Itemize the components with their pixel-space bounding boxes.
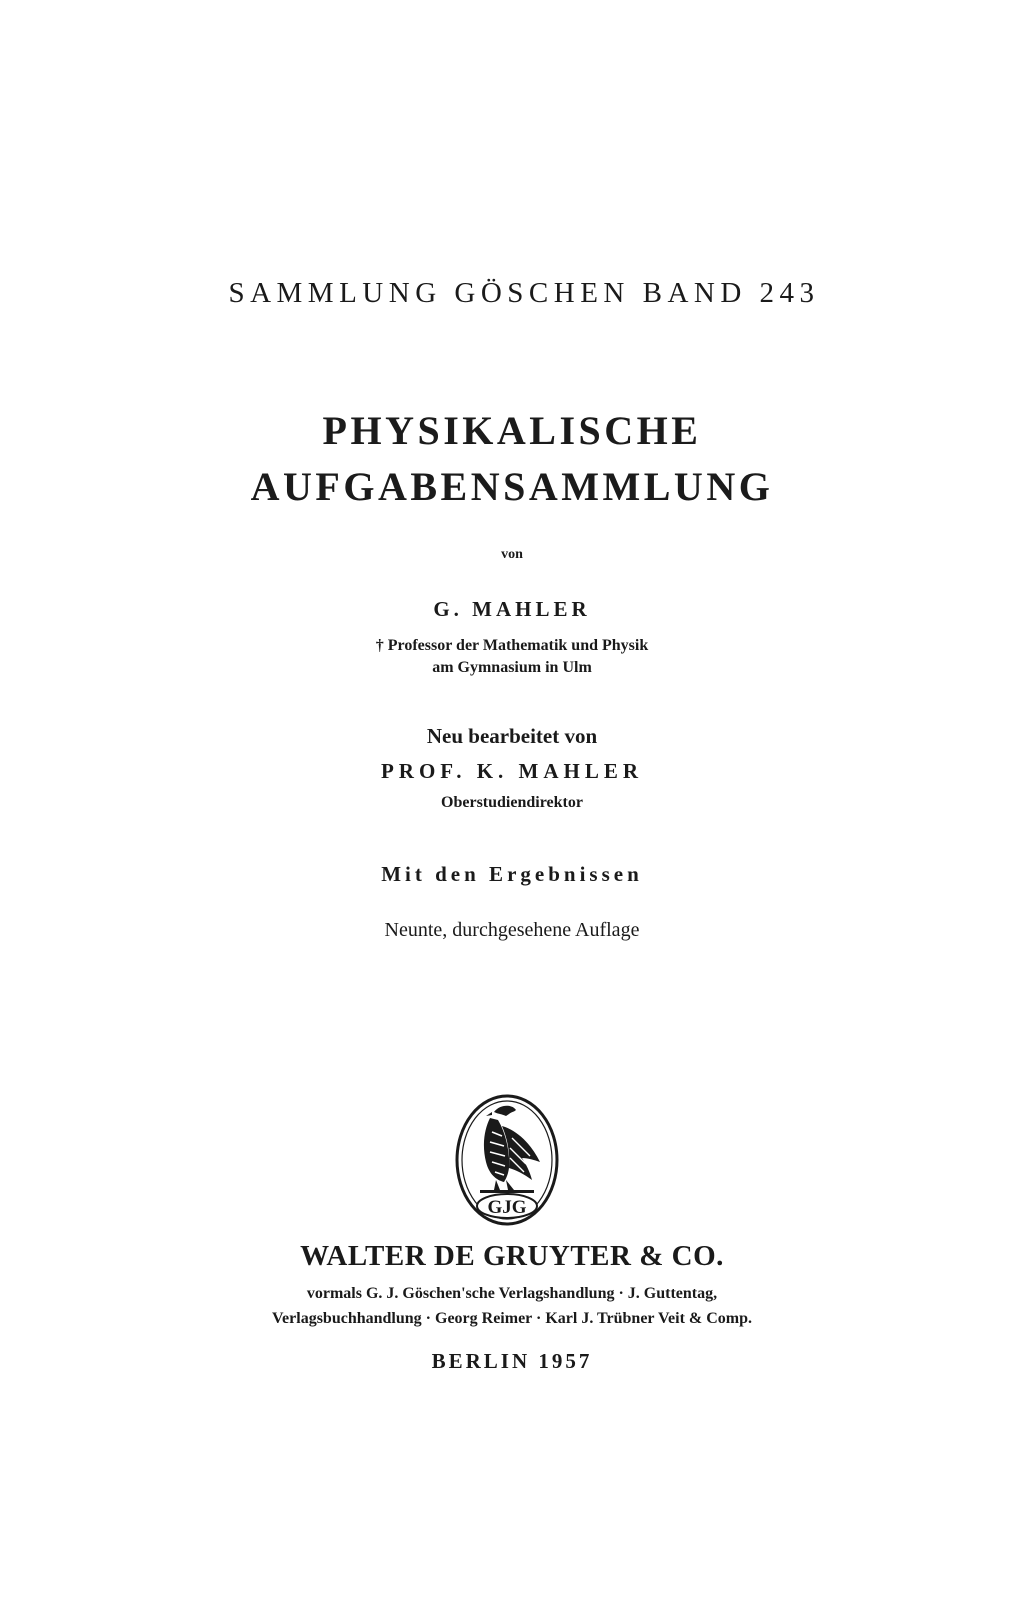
city-and-year: BERLIN 1957: [431, 1349, 593, 1373]
eagle-emblem-icon: [454, 1092, 560, 1228]
reviser-name: PROF. K. MAHLER: [380, 759, 644, 783]
edition-note: Neunte, durchgesehene Auflage: [384, 919, 640, 941]
by-label: von: [501, 547, 523, 562]
publisher-history-line-1: vormals G. J. Göschen'sche Verlagshandlung · J. Guttentag,: [306, 1285, 718, 1302]
results-note: Mit den Ergebnissen: [381, 862, 643, 886]
publisher-logo: [454, 1092, 560, 1228]
publisher-history-line-2: Verlagsbuchhandlung · Georg Reimer · Karl J. Trübner Veit & Comp.: [271, 1310, 753, 1327]
book-title-line-1: PHYSIKALISCHE: [322, 408, 702, 453]
series-heading: SAMMLUNG GÖSCHEN BAND 243: [228, 277, 820, 309]
author-name: G. MAHLER: [433, 597, 591, 621]
author-affiliation-line-2: am Gymnasium in Ulm: [432, 659, 592, 676]
author-affiliation-line-1: † Professor der Mathematik und Physik: [375, 637, 649, 654]
reviser-title: Oberstudiendirektor: [441, 794, 583, 811]
logo-monogram: GJG: [487, 1197, 527, 1218]
book-title-line-2: AUFGABENSAMMLUNG: [250, 464, 774, 509]
revised-by-label: Neu bearbeitet von: [426, 724, 598, 748]
publisher-name: WALTER DE GRUYTER & CO.: [300, 1240, 724, 1272]
